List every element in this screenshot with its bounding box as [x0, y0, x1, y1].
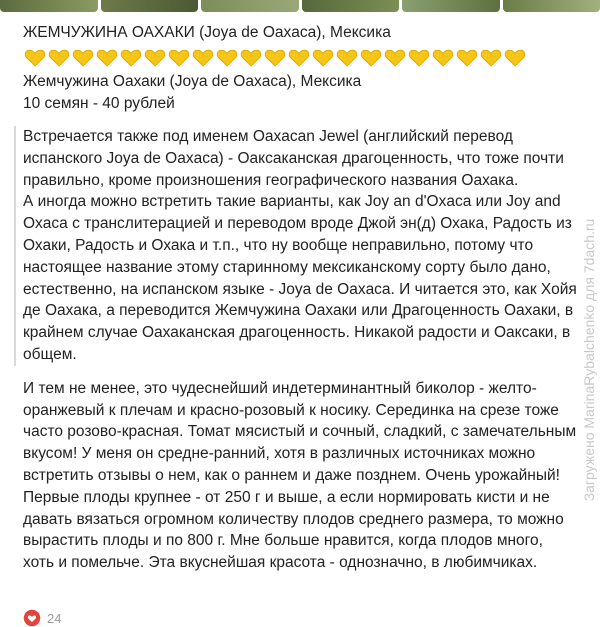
yellow-heart-icon	[479, 45, 503, 69]
yellow-heart-icon	[23, 45, 47, 69]
yellow-heart-icon	[167, 45, 191, 69]
yellow-heart-icon	[383, 45, 407, 69]
yellow-heart-icon	[215, 45, 239, 69]
photo-thumbnail[interactable]	[201, 0, 299, 12]
post-card	[0, 12, 578, 574]
yellow-heart-icon	[503, 45, 527, 69]
body-paragraph: И тем не менее, это чудеснейший индетерминантный биколор - желто-оранжевый к плечам и красно-розовый к носику. Серединка на срезе тоже часто розово-красная. Томат мясистый и сочный, сладкий, с замечательным вкусом! У меня он средне-ранний, хотя в различных источниках можно встретить отзывы о нем, как о раннем и даже позднем. Очень урожайный! Первые плоды крупнее - от 250 г и выше, а если нормировать кисти и не давать вязаться огромном количеству плодов среднего размера, то можно вырастить плоды и по 800 г. Мне больше нравится, когда плодов много, хоть и помельче. Эта вкуснейшая красота - однозначно, в любимчиках.	[23, 378, 578, 574]
yellow-heart-icon	[143, 45, 167, 69]
photo-thumbnail[interactable]	[0, 0, 98, 12]
yellow-heart-icon	[431, 45, 455, 69]
like-button[interactable]	[23, 609, 61, 627]
watermark-text: Загружено MarinaRybalchenko для 7dach.ru	[581, 219, 597, 502]
photo-thumbnail[interactable]	[402, 0, 500, 12]
photo-strip[interactable]	[0, 0, 600, 12]
yellow-heart-icon	[287, 45, 311, 69]
yellow-heart-icon	[119, 45, 143, 69]
quote-block	[14, 126, 578, 366]
photo-thumbnail[interactable]	[503, 0, 600, 12]
variety-name: Жемчужина Оахаки (Joya de Oaxaca), Мексика	[23, 71, 578, 93]
yellow-heart-icon	[335, 45, 359, 69]
yellow-heart-icon	[263, 45, 287, 69]
photo-thumbnail[interactable]	[302, 0, 400, 12]
yellow-heart-icon	[359, 45, 383, 69]
quote-paragraph: А иногда можно встретить такие варианты, как Joy an d'Oxaca или Joy and Оxaca с транслитерацией и переводом вроде Джой эн(д) Охака, Радость из Охаки, Радость и Охака и т.п., что ну вообще неправильно, потому что настоящее название этому старинному мексиканскому сорту было дано, естественно, на испанском языке - Joya de Oaxaca. И читается это, как Хойя де Оахака, а переводится Жемчужина Оахаки или Драгоценность Оахаки, в крайнем случае Оахаканская драгоценность. Никакой радости и Оаксаки, в общем.	[23, 191, 578, 365]
watermark	[580, 110, 598, 610]
yellow-heart-icon	[191, 45, 215, 69]
yellow-heart-icon	[455, 45, 479, 69]
yellow-heart-icon	[47, 45, 71, 69]
price-line: 10 семян - 40 рублей	[23, 93, 578, 115]
yellow-heart-icon	[71, 45, 95, 69]
yellow-heart-icon	[239, 45, 263, 69]
heart-like-icon	[23, 609, 41, 627]
post-title: ЖЕМЧУЖИНА ОАХАКИ (Joya de Oaxaca), Мексика	[23, 23, 578, 43]
yellow-heart-icon	[95, 45, 119, 69]
post-body	[23, 378, 578, 574]
quote-paragraph: Встречается также под именем Oaxacan Jewel (английский перевод испанского Joya de Oaxaca) - Оаксаканская драгоценность, что тоже почти правильно, кроме произношения географического названия Оахака.	[23, 126, 578, 191]
hearts-row	[23, 45, 578, 69]
yellow-heart-icon	[407, 45, 431, 69]
likes-count: 24	[47, 611, 61, 626]
yellow-heart-icon	[311, 45, 335, 69]
photo-thumbnail[interactable]	[101, 0, 199, 12]
